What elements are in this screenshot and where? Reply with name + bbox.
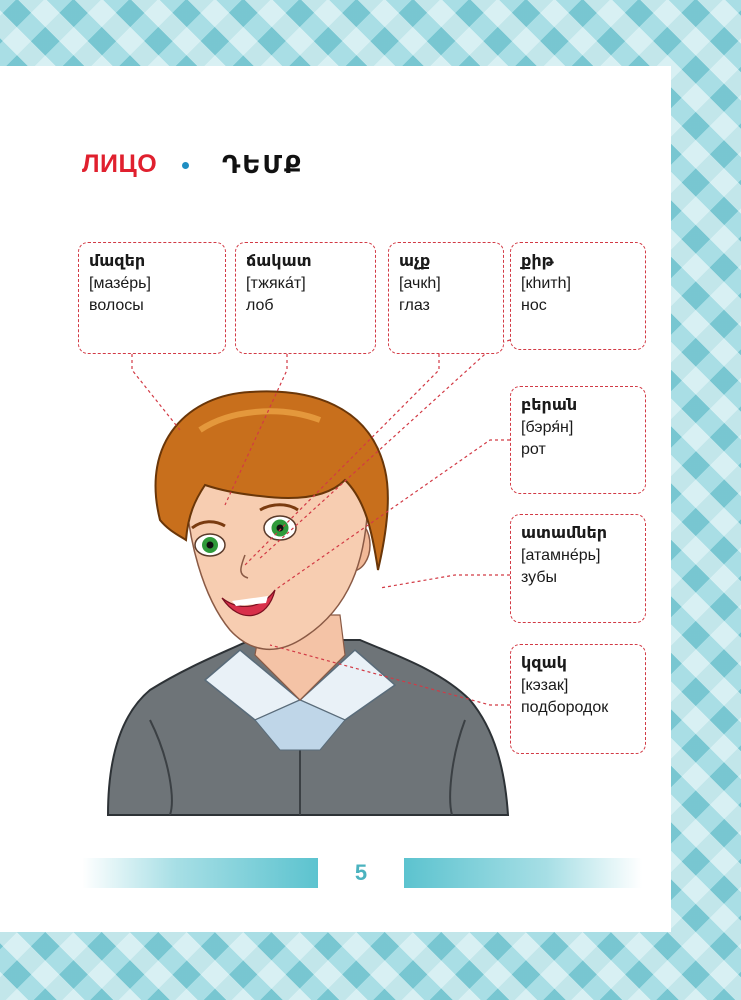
title-russian: ЛИЦО [82, 150, 158, 178]
page-number: 5 [354, 860, 368, 885]
label-card-forehead [235, 242, 376, 354]
russian-word: лоб [246, 297, 274, 314]
armenian-word: ճակատ [246, 253, 312, 270]
label-card-nose [510, 242, 646, 350]
transcription: [тжяка́т] [246, 275, 306, 292]
russian-word: рот [521, 441, 546, 458]
russian-word: глаз [399, 297, 430, 314]
label-card-mouth [510, 386, 646, 494]
russian-word: волосы [89, 297, 144, 314]
russian-word: зубы [521, 569, 557, 586]
russian-word: подбородок [521, 699, 609, 716]
armenian-word: բերան [521, 397, 578, 414]
label-card-chin [510, 644, 646, 754]
transcription: [ачкh] [399, 275, 441, 292]
armenian-word: քիթ [521, 253, 554, 270]
russian-word: нос [521, 297, 547, 314]
transcription: [кhитh] [521, 275, 571, 292]
title-armenian: ԴԵՄՔ [222, 151, 304, 179]
armenian-word: ատամներ [521, 525, 608, 542]
armenian-word: աչք [399, 253, 431, 270]
transcription: [мазе́рь] [89, 275, 151, 292]
label-card-hair [78, 242, 226, 354]
label-card-eye [388, 242, 504, 354]
transcription: [бэря́н] [521, 419, 574, 436]
transcription: [атамне́рь] [521, 547, 601, 564]
label-card-teeth [510, 514, 646, 623]
footer-bar-left [82, 858, 318, 888]
armenian-word: կզակ [521, 655, 567, 672]
transcription: [кэзак] [521, 677, 569, 694]
footer-bar-right [404, 858, 642, 888]
armenian-word: մազեր [89, 253, 146, 270]
